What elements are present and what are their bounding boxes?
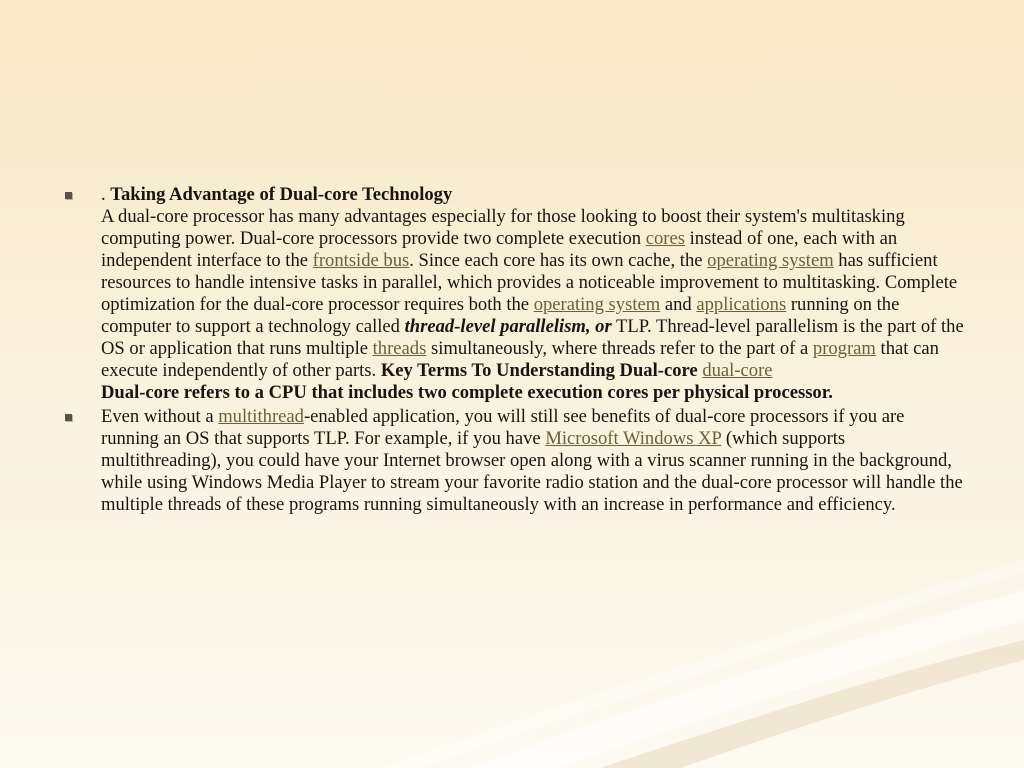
link-threads[interactable]: threads: [372, 338, 427, 359]
paragraph-text: that can execute independently of other parts.: [101, 338, 939, 381]
bullet-heading-line: [101, 184, 966, 206]
paragraph-text: . Since each core has its own cache, the: [409, 250, 708, 271]
paragraph-text: has sufficient resources to handle intensive tasks in parallel, which provides a noticeable improvement to multitasking. Complete optimization for the dual-core processor requires both the: [101, 250, 958, 315]
square-bullet-icon: [65, 192, 72, 199]
link-applications[interactable]: applications: [696, 294, 787, 315]
link-frontside-bus[interactable]: frontside bus: [312, 250, 410, 271]
link-operating-system[interactable]: operating system: [533, 294, 661, 315]
dual-core-definition: Dual-core refers to a CPU that includes two complete execution cores per physical processor.: [101, 382, 833, 403]
key-terms-heading: Key Terms To Understanding Dual-core: [380, 360, 703, 381]
bullet-item-multithread-benefits: [56, 406, 966, 516]
link-program[interactable]: program: [812, 338, 876, 359]
paragraph-text: instead of one, each with an independent interface to the: [101, 228, 898, 271]
paragraph-text: -enabled application, you will still see benefits of dual-core processors if you are running an OS that supports TLP. For example, if you have: [101, 406, 905, 449]
paragraph-text: running on the computer to support a technology called: [101, 294, 900, 337]
paragraph-text: A dual-core processor has many advantages especially for those looking to boost their system's multitasking computing power. Dual-core processors provide two complete execution: [101, 206, 905, 249]
paragraph-text: and: [660, 294, 697, 315]
link-cores[interactable]: cores: [645, 228, 685, 249]
link-dual-core[interactable]: dual-core: [702, 360, 773, 381]
link-multithread[interactable]: multithread: [218, 406, 304, 427]
section-heading: Taking Advantage of Dual-core Technology: [110, 184, 453, 205]
paragraph-text: (which supports multithreading), you could have your Internet browser open along with a virus scanner running in the background, while using Windows Media Player to stream your favorite radio station and the dual-core processor will handle the multiple threads of these programs running simultaneously with an increase in performance and efficiency.: [101, 428, 963, 515]
square-bullet-icon: [65, 414, 72, 421]
bullet-item-dual-core-advantages: [56, 184, 966, 404]
slide-body: [56, 184, 966, 518]
link-operating-system[interactable]: operating system: [707, 250, 834, 271]
paragraph-text: Even without a: [101, 406, 219, 427]
heading-prefix: .: [101, 184, 111, 205]
italic-term: thread-level parallelism, or: [404, 316, 612, 337]
paragraph-text: TLP. Thread-level parallelism is the part of the OS or application that runs multiple: [101, 316, 964, 359]
paragraph-text: simultaneously, where threads refer to the part of a: [426, 338, 813, 359]
link-microsoft-windows-xp[interactable]: Microsoft Windows XP: [545, 428, 722, 449]
